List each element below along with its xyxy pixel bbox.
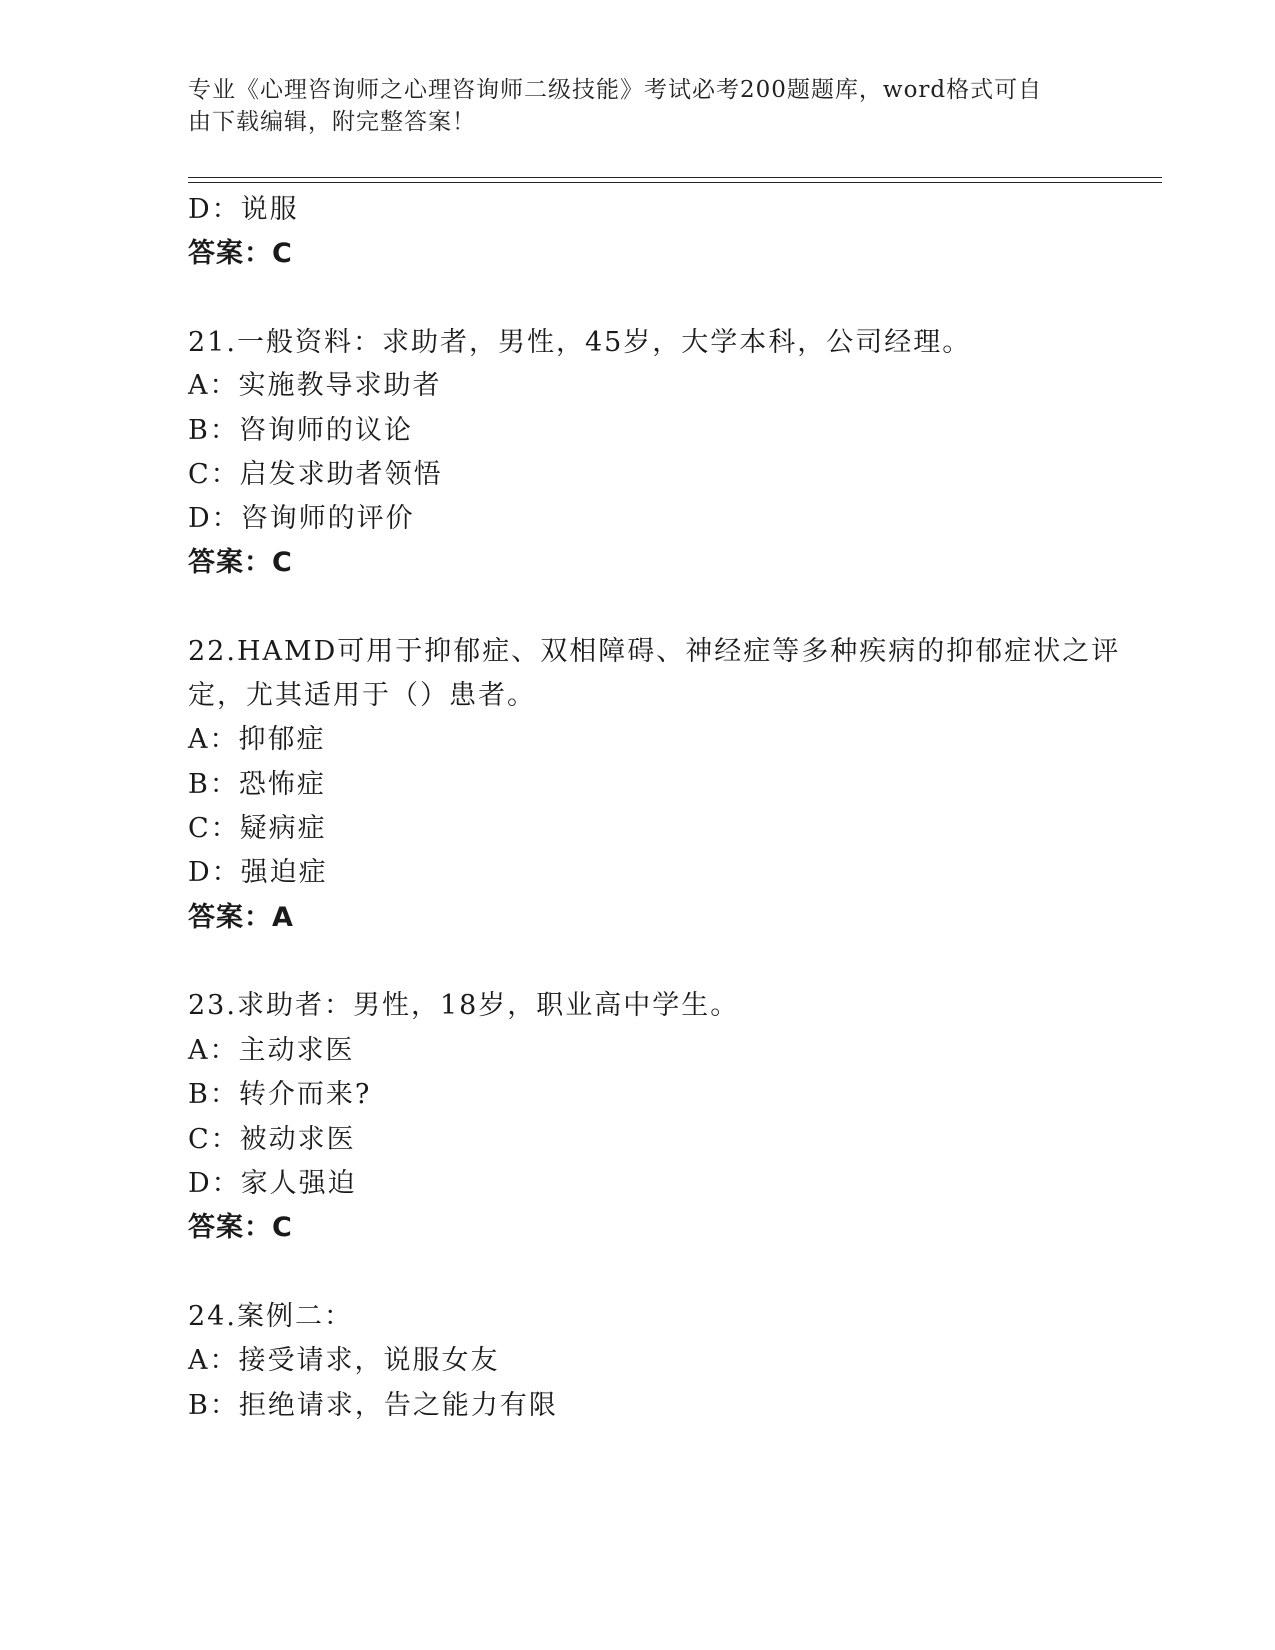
q24-stem: 24.案例二： (188, 1301, 353, 1332)
q24-option-a: A：接受请求，说服女友 (188, 1345, 500, 1376)
prev-answer: 答案：C (188, 238, 293, 269)
q22-option-a: A：抑郁症 (188, 724, 326, 755)
q23-option-a: A：主动求医 (188, 1035, 355, 1066)
q23-option-c: C：被动求医 (188, 1124, 356, 1155)
q21-stem: 21.一般资料：求助者，男性，45岁，大学本科，公司经理。 (188, 327, 972, 358)
q21-option-b: B：咨询师的议论 (188, 415, 413, 446)
header-divider-bottom (188, 182, 1162, 183)
header-line-1: 专业《心理咨询师之心理咨询师二级技能》考试必考200题题库，word格式可自 (188, 77, 1043, 103)
q22-stem-line-1: 22.HAMD可用于抑郁症、双相障碍、神经症等多种疾病的抑郁症状之评 (188, 636, 1121, 667)
q23-stem: 23.求助者：男性，18岁，职业高中学生。 (188, 990, 740, 1021)
q22-answer: 答案：A (188, 902, 294, 933)
q22-option-b: B：恐怖症 (188, 769, 326, 800)
q21-option-a: A：实施教导求助者 (188, 370, 442, 401)
q24-option-b: B：拒绝请求，告之能力有限 (188, 1390, 558, 1421)
q22-option-c: C：疑病症 (188, 813, 327, 844)
q22-stem-line-2: 定，尤其适用于（）患者。 (188, 680, 536, 711)
header-line-2: 由下载编辑，附完整答案！ (188, 109, 476, 135)
q22-option-d: D：强迫症 (188, 857, 328, 888)
q23-option-d: D：家人强迫 (188, 1168, 357, 1199)
q21-option-c: C：启发求助者领悟 (188, 459, 443, 490)
q21-answer: 答案：C (188, 547, 293, 578)
q21-option-d: D：咨询师的评价 (188, 503, 415, 534)
header-divider-top (188, 177, 1162, 178)
q23-answer: 答案：C (188, 1212, 293, 1243)
q23-option-b: B：转介而来? (188, 1079, 372, 1110)
prev-option-d: D：说服 (188, 194, 299, 225)
document-header (188, 74, 1088, 138)
